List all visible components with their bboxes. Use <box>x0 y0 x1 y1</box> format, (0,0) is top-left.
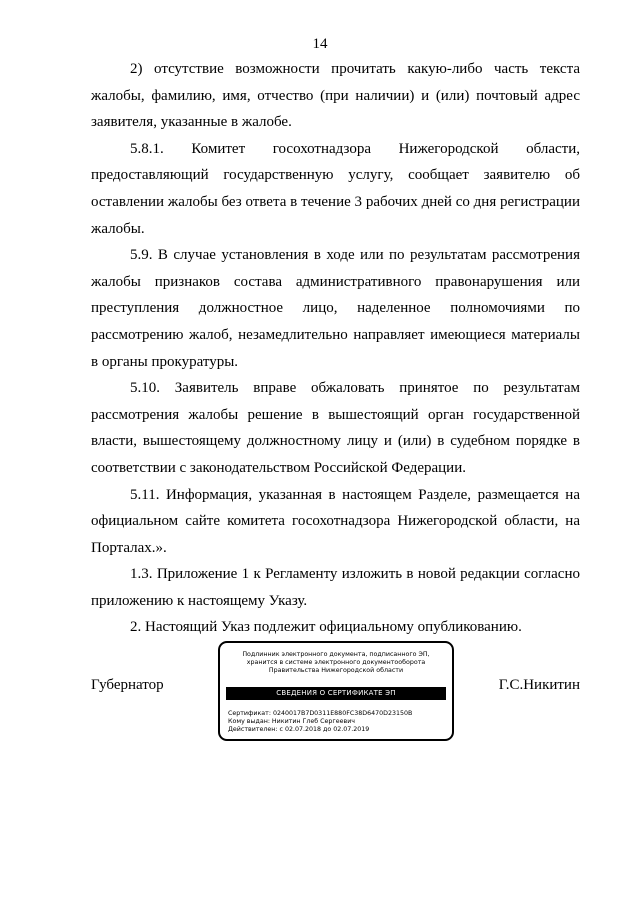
stamp-certificate: Сертификат: 0240017B7D0311E880FC38D6470D23150B <box>228 710 413 717</box>
stamp-header: СВЕДЕНИЯ О СЕРТИФИКАТЕ ЭП <box>226 687 446 700</box>
paragraph-2: 2. Настоящий Указ подлежит официальному опубликованию. <box>130 619 522 636</box>
stamp-details <box>228 710 448 734</box>
paragraph-5-10: 5.10. Заявитель вправе обжаловать принятое по результатам рассмотрения жалобы решение в вышестоящий орган государственной власти, вышестоящему должностному лицу и (или) в судебном порядке в соответствии с законодательством Российской Федерации. <box>91 380 580 476</box>
paragraph-5-9: 5.9. В случае установления в ходе или по результатам рассмотрения жалобы признаков состава административного правонарушения или преступления должностное лицо, наделенное полномочиями по рассмотрению жалоб, незамедлительно направляет имеющиеся материалы в органы прокуратуры. <box>91 247 580 370</box>
stamp-validity: Действителен: с 02.07.2018 до 02.07.2019 <box>228 726 370 733</box>
page-number: 14 <box>312 36 328 52</box>
paragraph-item-2: 2) отсутствие возможности прочитать какую-либо часть текста жалобы, фамилию, имя, отчество (при наличии) и (или) почтовый адрес заявителя, указанные в жалобе. <box>91 61 580 131</box>
paragraph-5-11: 5.11. Информация, указанная в настоящем Разделе, размещается на официальном сайте комитета госохотнадзора Нижегородской области, на Порталах.». <box>91 486 580 556</box>
paragraph-1-3: 1.3. Приложение 1 к Регламенту изложить в новой редакции согласно приложению к настоящему Указу. <box>91 566 580 609</box>
document-body <box>91 56 580 641</box>
stamp-note-line: Правительства Нижегородской области <box>268 667 404 674</box>
stamp-note <box>228 651 444 675</box>
stamp-issued-to: Кому выдан: Никитин Глеб Сергеевич <box>228 718 356 725</box>
paragraph-5-8-1: 5.8.1. Комитет госохотнадзора Нижегородской области, предоставляющий государственную услугу, сообщает заявителю об оставлении жалобы без ответа в течение 3 рабочих дней со дня регистрации жалобы. <box>91 140 580 237</box>
stamp-note-line: Подлинник электронного документа, подписанного ЭП, <box>242 651 430 658</box>
stamp-note-line: хранится в системе электронного документооборота <box>246 659 426 666</box>
signatory-title: Губернатор <box>91 677 164 693</box>
electronic-signature-stamp <box>218 641 454 741</box>
signatory-name: Г.С.Никитин <box>498 677 580 693</box>
